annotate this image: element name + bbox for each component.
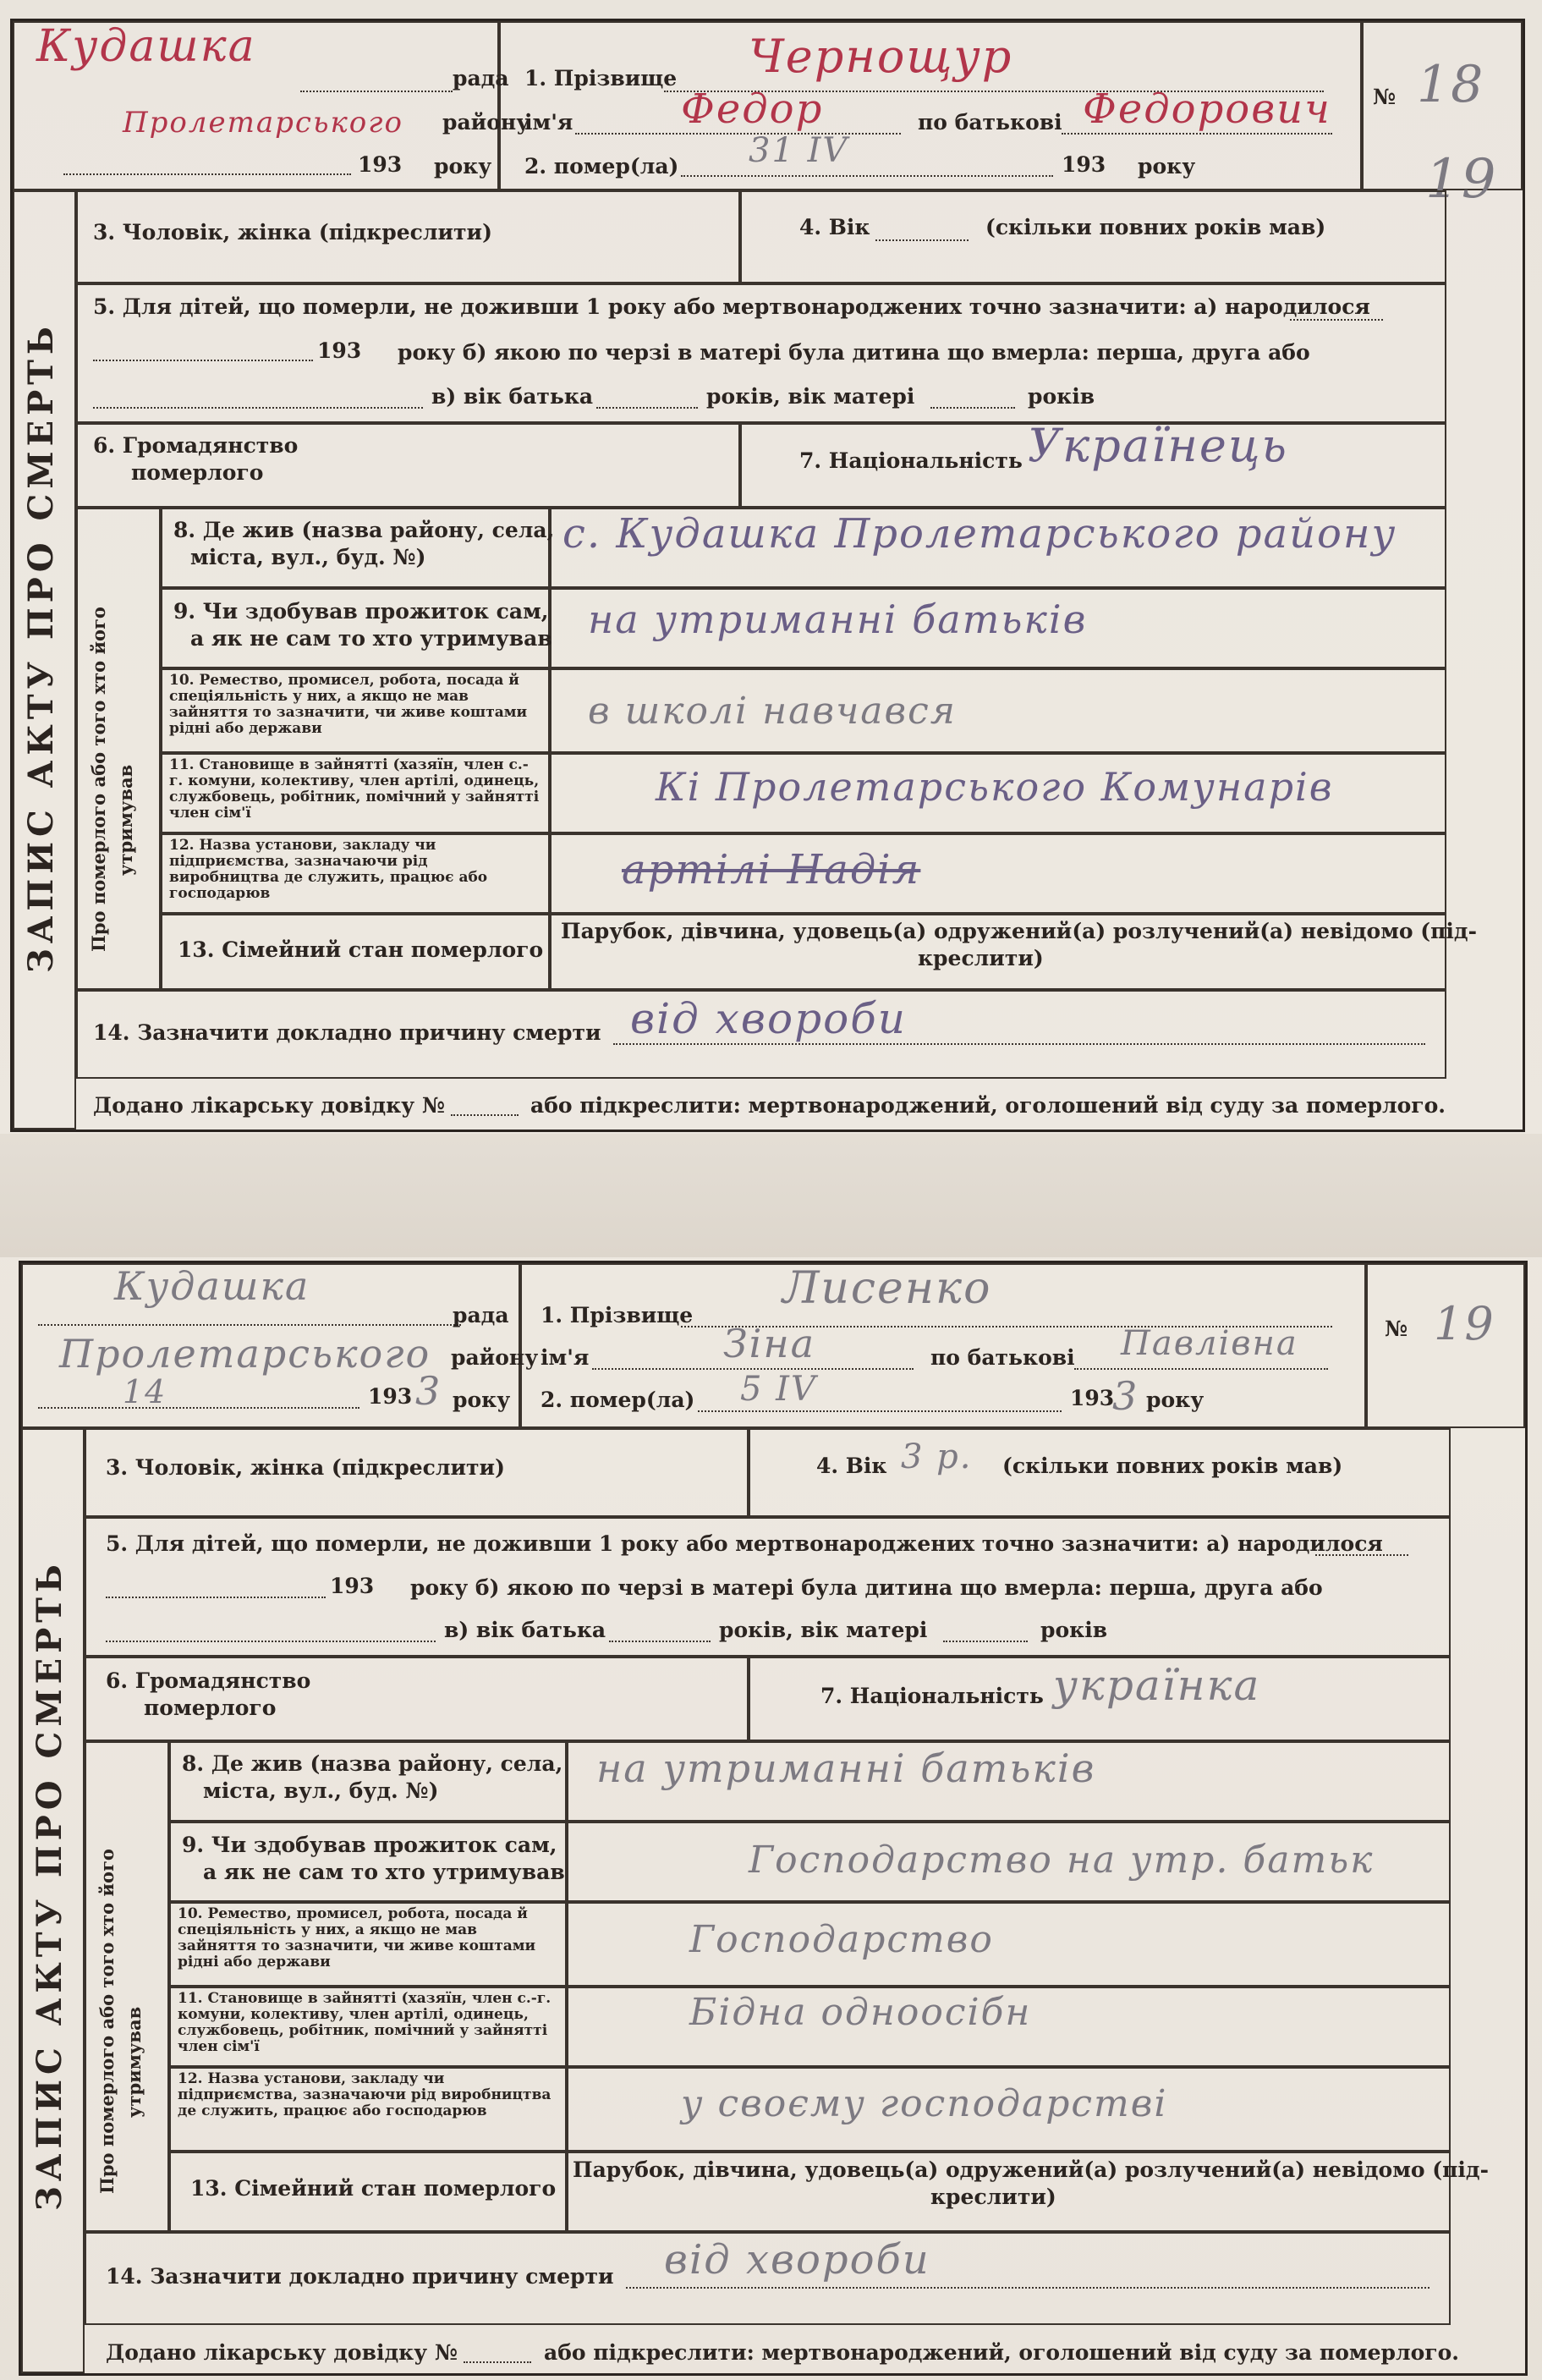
field-5-line3b: років, вік матері	[719, 1618, 928, 1642]
field-6-label-b: померлого	[144, 1696, 277, 1720]
vertical-sub-b: утримував	[123, 2006, 145, 2118]
vertical-sub-b: утримував	[115, 764, 136, 876]
vertical-title: ЗАПИС АКТУ ПРО СМЕРТЬ	[21, 322, 61, 973]
field-10-label: 10. Ремество, промисел, робота, посада й спеціяльність у них, а якщо не мав зайняття то зазначити, чи живе коштами рідні або держави	[178, 1905, 536, 1971]
year-digit: 3	[415, 1368, 442, 1414]
surname-value: Чернощур	[749, 30, 1013, 83]
footer-a: Додано лікарську довідку №	[106, 2340, 458, 2365]
field-5-line3a: в) вік батька	[431, 384, 594, 409]
field-13-options-b: креслити)	[918, 946, 1044, 970]
field-4-suffix: (скільки повних років мав)	[985, 215, 1326, 239]
field-5-line2: року б) якою по черзі в матері була дитина що вмерла: перша, друга або	[398, 340, 1310, 365]
record-number: 19	[1434, 1297, 1495, 1350]
institution-value: артілі Надія	[622, 846, 921, 893]
field-8-label-a: 8. Де жив (назва району, села,	[173, 518, 555, 542]
supported-by-value: Господарство на утр. батьк	[749, 1839, 1375, 1882]
supported-by-value: на утриманні батьків	[588, 596, 1088, 642]
footer-b: або підкреслити: мертвонароджений, оголошений від суду за померлого.	[530, 1093, 1446, 1118]
field-6-label-a: 6. Громадянство	[93, 433, 299, 458]
died-label: 2. помер(ла)	[541, 1388, 695, 1412]
rada-value: Кудашка	[36, 21, 256, 72]
institution-value: у своєму господарстві	[681, 2082, 1168, 2125]
position-value: Бідна одноосібн	[689, 1991, 1032, 2034]
field-5-line3b: років, вік матері	[706, 384, 915, 409]
died-year: 193	[1070, 1386, 1115, 1410]
field-13-options-a: Парубок, дівчина, удовець(а) одружений(а) розлучений(а) невідомо (під-	[573, 2157, 1489, 2182]
field-7-label: 7. Національність	[820, 1684, 1044, 1708]
death-record-form-2	[19, 1261, 1528, 2376]
field-7-label: 7. Національність	[799, 448, 1023, 473]
record-number: 18	[1417, 55, 1485, 114]
field-3-label: 3. Чоловік, жінка (підкреслити)	[93, 220, 492, 245]
footer-b: або підкреслити: мертвонароджений, оголошений від суду за померлого.	[544, 2340, 1459, 2365]
rada-label: рада	[453, 1303, 509, 1327]
died-roku: року	[1146, 1388, 1205, 1412]
rada-value: Кудашка	[114, 1263, 310, 1309]
cause-value: від хвороби	[664, 2236, 930, 2284]
patronymic-value: Федорович	[1083, 85, 1331, 133]
field-8-label-b: міста, вул., буд. №)	[203, 1778, 439, 1803]
patronymic-value: Павлівна	[1121, 1324, 1298, 1363]
vertical-sub-a: Про померлого або того хто його	[96, 1849, 118, 2194]
number-label: №	[1385, 1316, 1408, 1341]
year-roku: року	[453, 1388, 511, 1412]
rayon-label: району	[451, 1345, 539, 1370]
field-5-line3c: років	[1040, 1618, 1108, 1642]
surname-label: 1. Прізвище	[541, 1303, 694, 1327]
field-9-label-b: а як не сам то хто утримував	[190, 626, 552, 651]
died-year: 193	[1062, 152, 1106, 177]
name-label: ім'я	[541, 1345, 590, 1370]
date-day-value: 14	[123, 1373, 167, 1410]
surname-value: Лисенко	[782, 1263, 992, 1314]
residence-value: с. Кудашка Пролетарського району	[562, 510, 1397, 558]
patronymic-label: по батькові	[918, 110, 1062, 135]
cause-value: від хвороби	[630, 994, 907, 1043]
occupation-value: Господарство	[689, 1918, 994, 1961]
field-13-label: 13. Сімейний стан померлого	[190, 2176, 557, 2201]
footer-a: Додано лікарську довідку №	[93, 1093, 446, 1118]
field-5-line3a: в) вік батька	[444, 1618, 606, 1642]
field-5-line1: 5. Для дітей, що померли, не доживши 1 року або мертвонароджених точно зазначити: а) народилося	[93, 294, 1370, 319]
field-14-label: 14. Зазначити докладно причину смерти	[106, 2264, 614, 2289]
field-4-suffix: (скільки повних років мав)	[1002, 1454, 1343, 1478]
field-9-label-b: а як не сам то хто утримував	[203, 1860, 565, 1884]
nationality-value: українка	[1053, 1661, 1261, 1710]
death-record-form-1	[10, 19, 1525, 1132]
field-4-label: 4. Вік	[799, 215, 870, 239]
record-number-extra: 19	[1425, 148, 1498, 211]
field-14-label: 14. Зазначити докладно причину смерти	[93, 1020, 601, 1045]
field-6-label-b: померлого	[131, 460, 264, 485]
died-date-value: 31 IV	[749, 131, 849, 170]
year-prefix: 193	[368, 1384, 413, 1409]
field-5-year: 193	[317, 338, 362, 363]
patronymic-label: по батькові	[930, 1345, 1075, 1370]
field-5-line3c: років	[1028, 384, 1095, 409]
position-value: Кі Пролетарського Комунарів	[656, 764, 1334, 810]
year-prefix: 193	[358, 152, 403, 177]
field-9-label-a: 9. Чи здобував прожиток сам,	[182, 1833, 557, 1857]
field-5-year: 193	[330, 1574, 375, 1598]
rada-label: рада	[453, 66, 509, 91]
name-value: Федор	[681, 85, 824, 133]
field-9-label-a: 9. Чи здобував прожиток сам,	[173, 599, 549, 624]
nationality-value: Українець	[1028, 419, 1288, 472]
number-label: №	[1373, 85, 1397, 109]
died-roku: року	[1138, 154, 1196, 179]
residence-value: на утриманні батьків	[596, 1745, 1096, 1791]
rayon-label: району	[442, 110, 530, 135]
vertical-sub-a: Про померлого або того хто його	[88, 607, 109, 952]
field-13-options-b: креслити)	[930, 2185, 1056, 2209]
died-year-digit: 3	[1112, 1373, 1139, 1419]
name-label: ім'я	[524, 110, 573, 135]
died-date-value: 5 IV	[740, 1370, 817, 1409]
field-5-line1: 5. Для дітей, що померли, не доживши 1 року або мертвонароджених точно зазначити: а) народилося	[106, 1531, 1383, 1556]
age-value: 3 р.	[901, 1437, 973, 1476]
rayon-value: Пролетарського	[123, 106, 403, 140]
sheet-gap	[0, 1134, 1542, 1257]
field-8-label-b: міста, вул., буд. №)	[190, 545, 426, 569]
occupation-value: в школі навчався	[588, 690, 957, 733]
field-10-label: 10. Ремество, промисел, робота, посада й спеціяльність у них, а якщо не мав зайняття то зазначити, чи живе коштами рідні або держави	[169, 672, 528, 737]
surname-label: 1. Прізвище	[524, 66, 678, 91]
field-6-label-a: 6. Громадянство	[106, 1668, 311, 1693]
field-5-line2: року б) якою по черзі в матері була дитина що вмерла: перша, друга або	[410, 1575, 1323, 1600]
rayon-value: Пролетарського	[59, 1331, 431, 1377]
field-12-label: 12. Назва установи, закладу чи підприємства, зазначаючи рід виробництва де служить, працює або господарюв	[169, 837, 488, 902]
name-value: Зіна	[723, 1321, 816, 1366]
field-11-label: 11. Становище в зайнятті (хазяїн, член с.-г. комуни, колективу, член артілі, одинець, службовець, робітник, помічний у зайнятті член сім'ї	[169, 756, 540, 822]
field-13-options-a: Парубок, дівчина, удовець(а) одружений(а) розлучений(а) невідомо (під-	[561, 919, 1477, 943]
field-3-label: 3. Чоловік, жінка (підкреслити)	[106, 1455, 505, 1480]
field-12-label: 12. Назва установи, закладу чи підприємства, зазначаючи рід виробництва де служить, працює або господарюв	[178, 2070, 551, 2119]
vertical-title: ЗАПИС АКТУ ПРО СМЕРТЬ	[30, 1559, 69, 2211]
died-label: 2. помер(ла)	[524, 154, 679, 179]
field-11-label: 11. Становище в зайнятті (хазяїн, член с.-г. комуни, колективу, член артілі, одинець, службовець, робітник, помічний у зайнятті член сім'ї	[178, 1990, 551, 2055]
field-13-label: 13. Сімейний стан померлого	[178, 937, 544, 962]
field-4-label: 4. Вік	[816, 1454, 887, 1478]
year-roku: року	[434, 154, 492, 179]
field-8-label-a: 8. Де жив (назва району, села,	[182, 1751, 563, 1776]
